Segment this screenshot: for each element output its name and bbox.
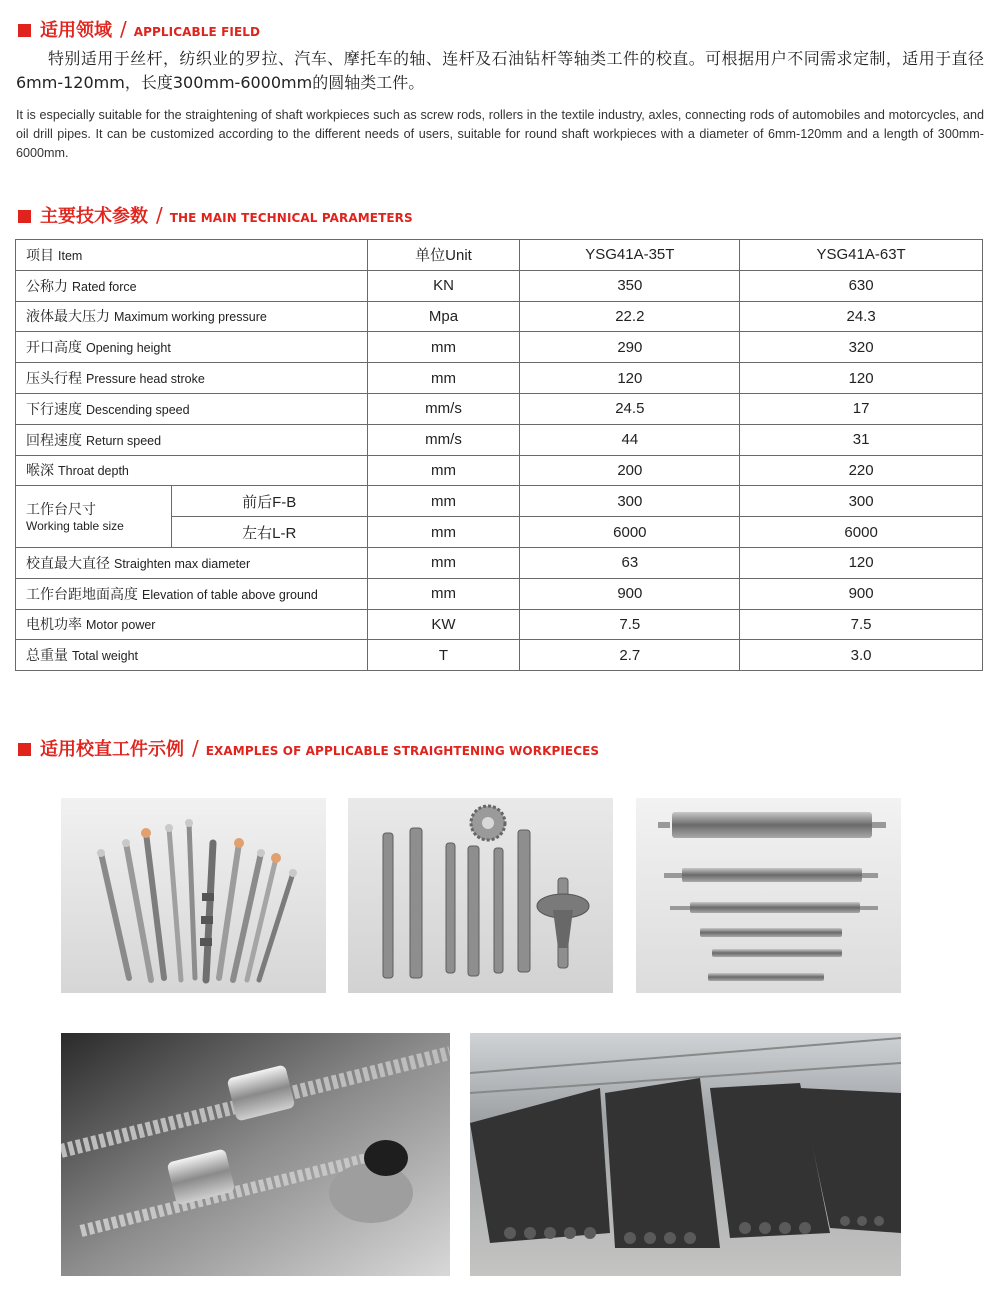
row-unit: mm — [367, 363, 520, 394]
heading-en: APPLICABLE FIELD — [133, 25, 261, 39]
row-unit: T — [367, 640, 520, 671]
row-label-en: Motor power — [86, 618, 156, 633]
heading-cn: 适用领域 — [40, 20, 112, 41]
table-row — [16, 270, 983, 301]
row-label-en: Maximum working pressure — [114, 310, 267, 325]
table-row — [16, 578, 983, 609]
intro-cn-paragraph: 特别适用于丝杆，纺织业的罗拉、汽车、摩托车的轴、连杆及石油钻杆等轴类工件的校直。可根据用户不同需求定制，适用于直径6mm-120mm，长度300mm-6000mm的圆轴类工件。 — [16, 49, 984, 92]
table-row — [16, 363, 983, 394]
row-value-2: 31 — [740, 424, 983, 455]
row-value-1: 350 — [520, 270, 740, 301]
table-row — [16, 393, 983, 424]
row-label — [16, 363, 368, 394]
row-value-1: 200 — [520, 455, 740, 486]
row-label — [16, 578, 368, 609]
row-label-en: Working table size — [26, 518, 124, 533]
row-value-1: 7.5 — [520, 609, 740, 640]
photo-drill-pipes — [470, 1033, 901, 1276]
row-label-en: Throat depth — [58, 464, 129, 479]
row-sublabel: 左右L-R — [171, 517, 367, 548]
row-label — [16, 393, 368, 424]
row-label-en: Pressure head stroke — [86, 372, 205, 387]
row-value-1: 44 — [520, 424, 740, 455]
red-square-icon — [18, 24, 31, 37]
heading-slash: / — [192, 736, 199, 760]
row-label — [16, 270, 368, 301]
header-item-en: Item — [58, 248, 83, 263]
parameters-table — [15, 239, 983, 671]
row-unit: mm — [367, 517, 520, 548]
table-row — [16, 547, 983, 578]
row-label — [16, 640, 368, 671]
row-label — [16, 547, 368, 578]
red-square-icon — [18, 210, 31, 223]
row-label — [16, 609, 368, 640]
heading-slash: / — [120, 17, 127, 41]
row-label-cn: 公称力 — [26, 278, 68, 295]
table-row — [16, 640, 983, 671]
table-row — [16, 301, 983, 332]
table-row — [16, 424, 983, 455]
section-heading-applicable-field — [18, 16, 260, 42]
row-value-2: 6000 — [740, 517, 983, 548]
row-unit: Mpa — [367, 301, 520, 332]
row-label-en: Rated force — [72, 279, 137, 294]
table-row — [16, 332, 983, 363]
row-label-table-size — [16, 486, 172, 548]
row-unit: mm — [367, 455, 520, 486]
row-value-2: 120 — [740, 547, 983, 578]
row-label-en: Descending speed — [86, 402, 190, 417]
header-item — [16, 240, 368, 271]
row-value-1: 290 — [520, 332, 740, 363]
row-value-2: 320 — [740, 332, 983, 363]
row-value-1: 22.2 — [520, 301, 740, 332]
heading-slash: / — [156, 203, 163, 227]
row-value-1: 63 — [520, 547, 740, 578]
table-row — [16, 609, 983, 640]
photo-textile-shafts — [61, 798, 326, 993]
table-header-row — [16, 240, 983, 271]
row-label-cn: 下行速度 — [26, 401, 82, 418]
row-value-1: 120 — [520, 363, 740, 394]
row-value-2: 220 — [740, 455, 983, 486]
intro-en-paragraph: It is especially suitable for the straightening of shaft workpieces such as screw rods, rollers in the textile industry, axles, connecting rods of automobiles and motorcycles, and oil drill pipes. It can be customized according to the different needs of users, suitable for round shaft workpieces with a diameter of 6mm-120mm and a length of 300mm-6000mm. — [16, 108, 984, 160]
row-label-cn: 开口高度 — [26, 340, 82, 357]
row-label-cn: 液体最大压力 — [26, 309, 110, 326]
header-model-1: YSG41A-35T — [520, 240, 740, 271]
photo-gear-shafts — [348, 798, 613, 993]
row-value-1: 300 — [520, 486, 740, 517]
row-label-cn: 总重量 — [26, 648, 68, 665]
row-label — [16, 455, 368, 486]
row-value-2: 900 — [740, 578, 983, 609]
heading-en: THE MAIN TECHNICAL PARAMETERS — [169, 211, 413, 225]
row-label — [16, 424, 368, 455]
red-square-icon — [18, 743, 31, 756]
row-label-en: Straighten max diameter — [114, 556, 251, 571]
row-label-cn: 工作台距地面高度 — [26, 586, 138, 603]
row-value-2: 300 — [740, 486, 983, 517]
heading-cn: 主要技术参数 — [40, 206, 148, 227]
row-value-2: 7.5 — [740, 609, 983, 640]
row-label — [16, 301, 368, 332]
row-value-1: 900 — [520, 578, 740, 609]
photo-ball-screws — [61, 1033, 450, 1276]
section-heading-main-parameters — [18, 202, 413, 228]
row-label — [16, 332, 368, 363]
row-value-1: 6000 — [520, 517, 740, 548]
row-value-2: 120 — [740, 363, 983, 394]
row-unit: KW — [367, 609, 520, 640]
row-value-2: 3.0 — [740, 640, 983, 671]
row-unit: mm/s — [367, 424, 520, 455]
header-item-cn: 项目 — [26, 247, 54, 264]
table-row — [16, 486, 983, 517]
row-label-cn: 回程速度 — [26, 432, 82, 449]
row-sublabel: 前后F-B — [171, 486, 367, 517]
row-label-en: Elevation of table above ground — [142, 587, 318, 602]
row-value-2: 630 — [740, 270, 983, 301]
table-row — [16, 455, 983, 486]
row-label-en: Opening height — [86, 341, 171, 356]
header-model-2: YSG41A-63T — [740, 240, 983, 271]
row-label-cn: 压头行程 — [26, 371, 82, 388]
section-heading-examples — [18, 735, 599, 761]
header-unit: 单位Unit — [367, 240, 520, 271]
row-label-cn: 工作台尺寸 — [26, 501, 96, 518]
row-value-1: 24.5 — [520, 393, 740, 424]
row-label-cn: 校直最大直径 — [26, 555, 110, 572]
heading-en: EXAMPLES OF APPLICABLE STRAIGHTENING WORKPIECES — [205, 744, 600, 758]
photo-rollers — [636, 798, 901, 993]
row-label-cn: 电机功率 — [26, 617, 82, 634]
row-value-2: 24.3 — [740, 301, 983, 332]
heading-cn: 适用校直工件示例 — [40, 739, 184, 760]
row-unit: mm — [367, 578, 520, 609]
row-unit: mm — [367, 486, 520, 517]
row-value-2: 17 — [740, 393, 983, 424]
row-unit: mm — [367, 547, 520, 578]
row-unit: mm/s — [367, 393, 520, 424]
row-unit: mm — [367, 332, 520, 363]
row-label-en: Return speed — [86, 433, 162, 448]
row-value-1: 2.7 — [520, 640, 740, 671]
row-label-cn: 喉深 — [26, 463, 54, 480]
row-label-en: Total weight — [72, 649, 139, 664]
row-unit: KN — [367, 270, 520, 301]
